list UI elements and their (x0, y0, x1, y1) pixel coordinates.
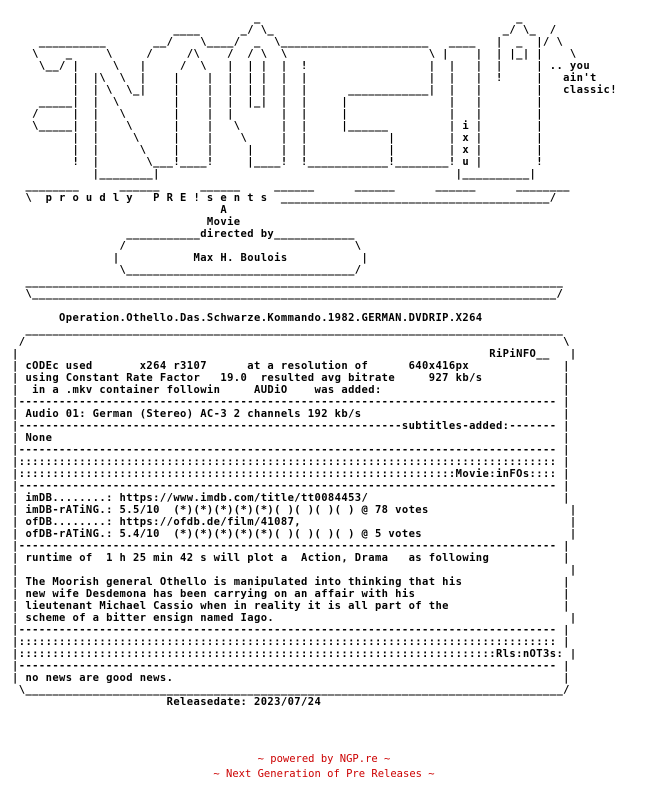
footer-tagline: ~ Next Generation of Pre Releases ~ (213, 768, 435, 780)
nfo-text: _ _ ____ _/ \_ _/ \_ / __________ __/ \____/ _ \______________________ ____ | _ |/ \ \ _ \ / /\ / / \ \ \ | | | |_| | \ \__/ | \ | / \ | | | | ! | | | | | .. you | |\ \ | | | | | | | | | | | ! | ain't | | \ \_| | | | | | | | ____________| | | | classic! _____| | \ | | | |_| | | | | | | / | | \ | | | | | | | | | \_____| | \ | | \ | | |______ | i | | | | \ | | \ | | | | x | | | | \ | | | | | | | x | | ! | \___!____! |____! !____________!________! u | ! |________| |__________| ________ ______ ______ ______ ______ ______ ________ \ p r o u d l y P R E ! s e n t s ________________________________________/ A Movie ___________directed by____________ / \ | Max H. Boulois | \__________________________________/ ________________________________________________________________________________ \______________________________________________________________________________/ Operation.Othello.Das.Schwarze.Kommando.1982.GERMAN.DVDRIP.X264 ________________________________________________________________________________ / \ | RiPiNFO__ | | cODEc used x264 r3107 at a resolution of 640x416px | | using Constant Rate Factor 19.0 resulted avg bitrate 927 kb/s | | in a .mkv container followin AUDiO was added: | |-------------------------------------------------------------------------------- | | Audio 01: German (Stereo) AC-3 2 channels 192 kb/s | |---------------------------------------------------------subtitles-added:------- | | None | |-------------------------------------------------------------------------------- | |:::::::::::::::::::::::::::::::::::::::::::::::::::::::::::::::::::::::::::::::: | |:::::::::::::::::::::::::::::::::::::::::::::::::::::::::::::::::Movie:inFOs:::: | |-------------------------------------------------------------------------------- | | imDB........: https://www.imdb.com/title/tt0084453/ | | imDB-rATiNG.: 5.5/10 (*)(*)(*)(*)(*)( )( )( )( ) @ 78 votes | | ofDB........: https://ofdb.de/film/41087, | | ofDB-rATiNG.: 5.4/10 (*)(*)(*)(*)(*)( )( )( )( ) @ 5 votes | |-------------------------------------------------------------------------------- | | runtime of 1 h 25 min 42 s will plot a Action, Drama as following | | | | The Moorish general Othello is manipulated into thinking that his | | new wife Desdemona has been carrying on an affair with his | | lieutenant Michael Cassio when in reality it is all part of the | | scheme of a bitter ensign named Iago. | |-------------------------------------------------------------------------------- | |:::::::::::::::::::::::::::::::::::::::::::::::::::::::::::::::::::::::::::::::: | |:::::::::::::::::::::::::::::::::::::::::::::::::::::::::::::::::::::::Rls:nOT3s: | |-------------------------------------------------------------------------------- | | no news are good news. | \________________________________________________________________________________/ Releasedate: 2023/07/24 (12, 12, 617, 708)
footer-powered-by: ~ powered by NGP.re ~ (257, 753, 391, 765)
